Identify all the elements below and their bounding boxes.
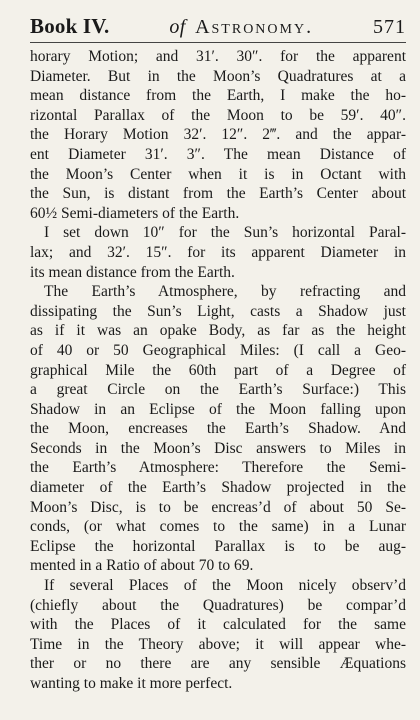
text-line: Seconds in the Moon’s Disc answers to Miles in	[30, 439, 406, 457]
text-line: a great Circle on the Earth’s Surface:) This	[30, 381, 406, 399]
page-number: 571	[372, 16, 406, 38]
text-line: its mean distance from the Earth.	[30, 263, 235, 281]
paragraph	[30, 47, 406, 223]
text-line: mean distance from the Earth, I make the ho-	[30, 87, 406, 105]
text-line: the Moon’s Center when it is in Octant with	[30, 165, 406, 183]
book-label: Book IV.	[30, 14, 110, 38]
text-line: diameter of the Earth’s Shadow projected in the	[30, 479, 406, 497]
text-line: 60½ Semi-diameters of the Earth.	[30, 204, 240, 222]
text-line: the Horary Motion 32′. 12″. 2‴. and the appar-	[30, 126, 406, 144]
text-line: I set down 10″ for the Sun’s horizontal Paral-	[44, 224, 406, 242]
text-line: ther or no there are any sensible Æquations	[30, 655, 406, 673]
text-line: Eclipse the horizontal Parallax is to be aug-	[30, 537, 406, 555]
paragraph	[30, 576, 406, 694]
text-line: The Earth’s Atmosphere, by refracting and	[44, 283, 406, 301]
paragraph	[30, 282, 406, 576]
text-line: of 40 or 50 Geographical Miles: (I call a Geo-	[30, 341, 406, 359]
paragraph	[30, 223, 406, 282]
text-line: lax; and 32′. 15″. for its apparent Diameter in	[30, 243, 406, 261]
text-line: Moon’s Disc, is to be encreas’d of about 50 Se-	[30, 498, 406, 516]
text-line: the Sun, is distant from the Earth’s Center about	[30, 185, 406, 203]
text-line: (chiefly about the Quadratures) be compar’d	[30, 596, 406, 614]
text-line: Diameter. But in the Moon’s Quadratures at a	[30, 67, 406, 85]
text-line: with the Places of it calculated for the same	[30, 616, 406, 634]
body-text	[30, 47, 406, 694]
text-line: dissipating the Sun’s Light, casts a Shadow just	[30, 302, 406, 320]
text-line: horary Motion; and 31′. 30″. for the apparent	[30, 48, 406, 65]
text-line: mented in a Ratio of about 70 to 69.	[30, 557, 254, 575]
text-line: Shadow in an Eclipse of the Moon falling upon	[30, 400, 406, 418]
text-line: graphical Mile the 60th part of a Degree of	[30, 361, 406, 379]
text-line: ent Diameter 31′. 3″. The mean Distance of	[30, 145, 406, 163]
running-title-of: of	[169, 16, 186, 38]
text-line: as if it was an opake Body, as far as the height	[30, 322, 406, 340]
text-line: the Earth’s Atmosphere: Therefore the Semi-	[30, 459, 406, 477]
text-line: wanting to make it more perfect.	[30, 675, 233, 692]
running-title-subject: Astronomy.	[195, 16, 314, 38]
text-line: If several Places of the Moon nicely observ’d	[44, 577, 406, 595]
text-line: conds, (or what comes to the same) in a Lunar	[30, 518, 406, 536]
text-line: rizontal Parallax of the Moon to be 59′. 40″.	[30, 106, 406, 124]
running-title	[169, 16, 313, 39]
text-line: the Moon, encreases the Earth’s Shadow. And	[30, 420, 406, 438]
header-rule	[30, 42, 406, 43]
running-header	[30, 14, 406, 40]
text-line: Time in the Theory above; it will appear whe-	[30, 635, 406, 653]
